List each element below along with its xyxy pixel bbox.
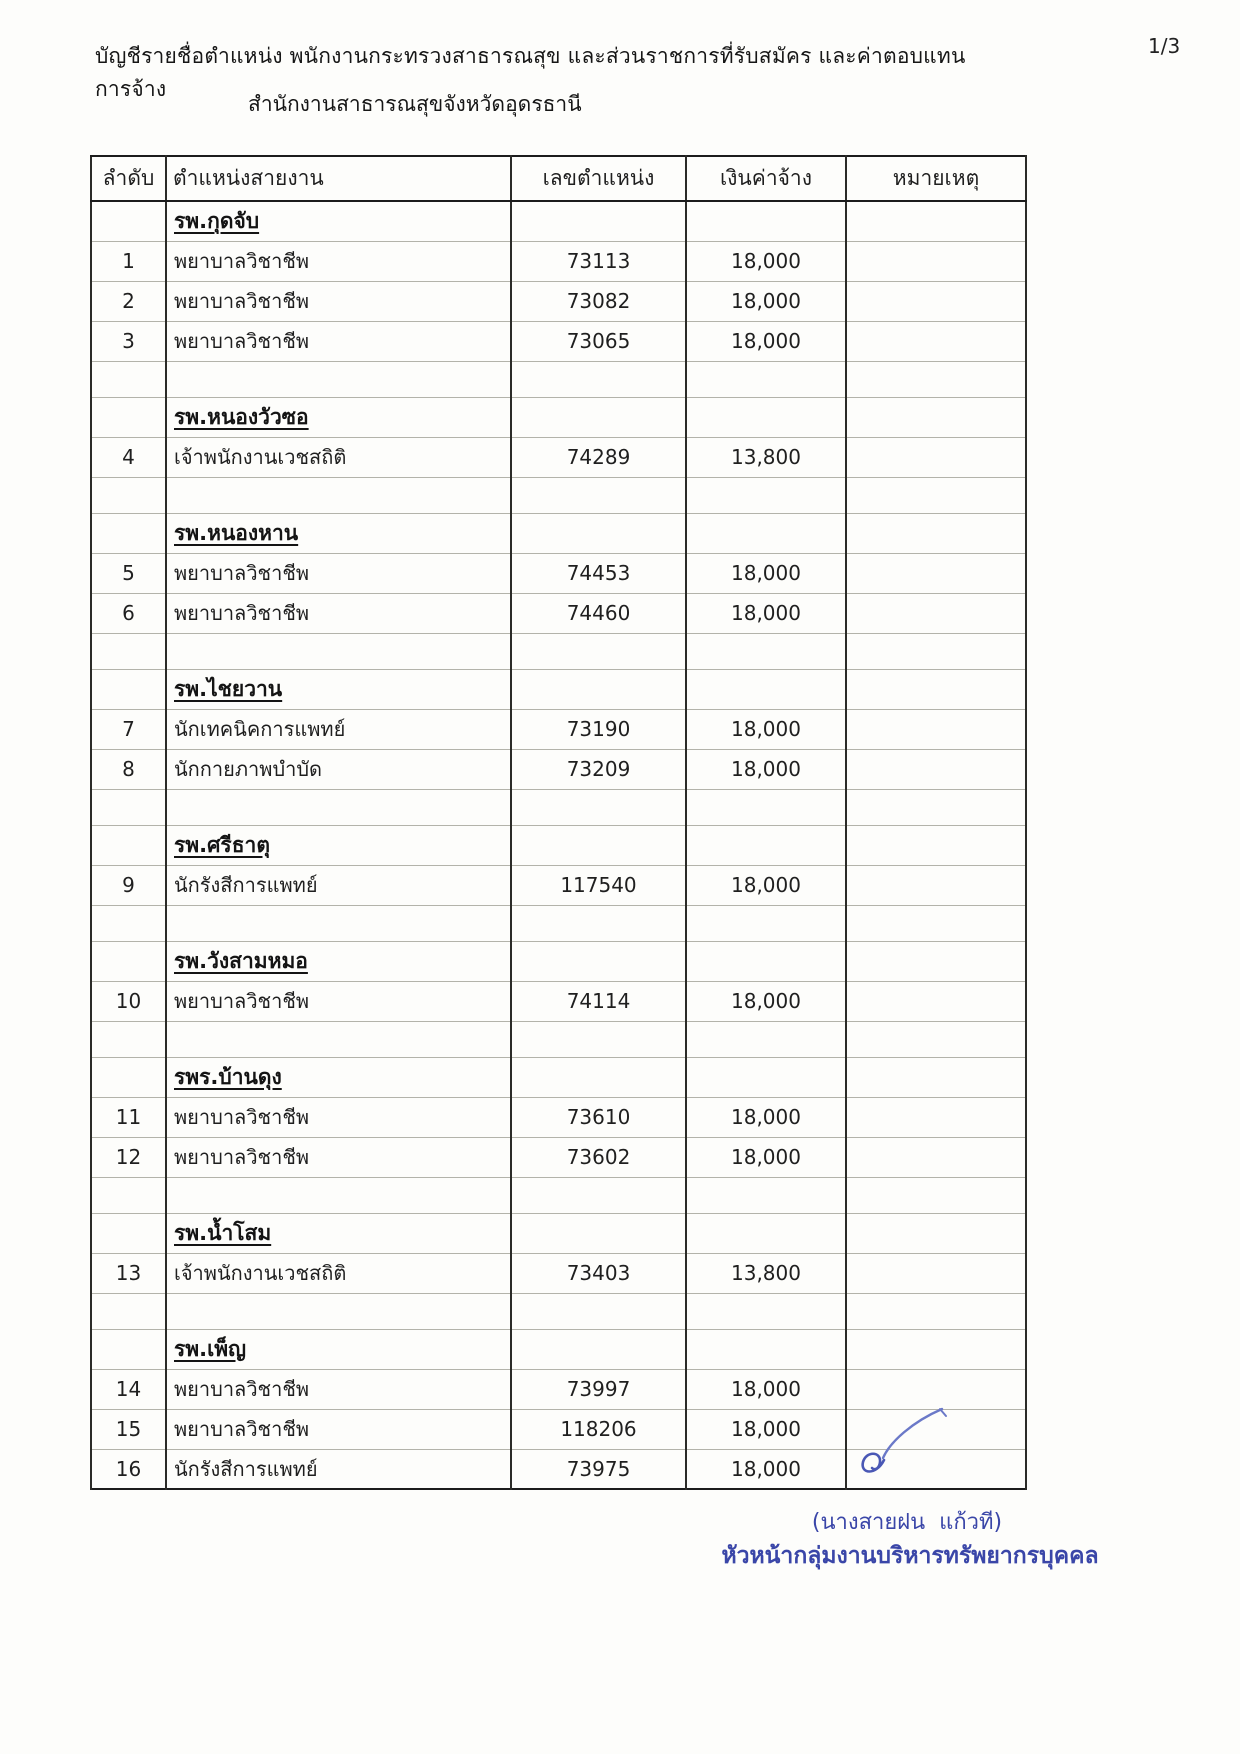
empty-cell xyxy=(166,1177,511,1213)
position-code-cell: 73403 xyxy=(511,1253,686,1293)
empty-cell xyxy=(511,1177,686,1213)
empty-cell xyxy=(91,941,166,981)
position-cell: พยาบาลวิชาชีพ xyxy=(166,553,511,593)
hospital-section-row xyxy=(91,1213,1026,1253)
position-row xyxy=(91,281,1026,321)
empty-cell xyxy=(686,361,846,397)
empty-cell xyxy=(91,477,166,513)
empty-cell xyxy=(686,905,846,941)
spacer-row xyxy=(91,1021,1026,1057)
empty-cell xyxy=(846,789,1026,825)
salary-cell: 18,000 xyxy=(686,241,846,281)
order-cell: 10 xyxy=(91,981,166,1021)
empty-cell xyxy=(166,633,511,669)
signature-ink-icon xyxy=(850,1402,960,1486)
order-cell: 8 xyxy=(91,749,166,789)
spacer-row xyxy=(91,1177,1026,1213)
empty-cell xyxy=(91,201,166,241)
spacer-row xyxy=(91,361,1026,397)
col-header-salary: เงินค่าจ้าง xyxy=(686,156,846,201)
remarks-cell xyxy=(846,1253,1026,1293)
position-cell: เจ้าพนักงานเวชสถิติ xyxy=(166,437,511,477)
position-cell xyxy=(166,825,511,865)
hospital-group-label: รพ.วังสามหมอ xyxy=(174,948,308,973)
empty-cell xyxy=(846,1329,1026,1369)
table-header xyxy=(91,156,1026,201)
hospital-section-row xyxy=(91,825,1026,865)
empty-cell xyxy=(511,1293,686,1329)
hospital-section-row xyxy=(91,201,1026,241)
col-header-position: ตำแหน่งสายงาน xyxy=(166,156,511,201)
salary-cell: 18,000 xyxy=(686,1137,846,1177)
salary-cell: 18,000 xyxy=(686,593,846,633)
salary-cell: 13,800 xyxy=(686,437,846,477)
empty-cell xyxy=(91,361,166,397)
position-cell: เจ้าพนักงานเวชสถิติ xyxy=(166,1253,511,1293)
empty-cell xyxy=(846,1213,1026,1253)
empty-cell xyxy=(91,905,166,941)
empty-cell xyxy=(846,1057,1026,1097)
hospital-group-label: รพ.น้ำโสม xyxy=(174,1220,272,1245)
empty-cell xyxy=(91,397,166,437)
hospital-section-row xyxy=(91,397,1026,437)
order-cell: 1 xyxy=(91,241,166,281)
order-cell: 7 xyxy=(91,709,166,749)
empty-cell xyxy=(686,941,846,981)
header-row xyxy=(91,156,1026,201)
salary-cell: 18,000 xyxy=(686,865,846,905)
empty-cell xyxy=(91,513,166,553)
position-code-cell: 73997 xyxy=(511,1369,686,1409)
salary-cell: 18,000 xyxy=(686,1449,846,1489)
position-row xyxy=(91,437,1026,477)
empty-cell xyxy=(91,825,166,865)
remarks-cell xyxy=(846,593,1026,633)
empty-cell xyxy=(166,789,511,825)
remarks-cell xyxy=(846,241,1026,281)
position-cell: พยาบาลวิชาชีพ xyxy=(166,1409,511,1449)
col-header-remarks: หมายเหตุ xyxy=(846,156,1026,201)
position-cell: นักเทคนิคการแพทย์ xyxy=(166,709,511,749)
position-cell: นักกายภาพบำบัด xyxy=(166,749,511,789)
empty-cell xyxy=(686,669,846,709)
order-cell: 3 xyxy=(91,321,166,361)
remarks-cell xyxy=(846,865,1026,905)
empty-cell xyxy=(846,1021,1026,1057)
empty-cell xyxy=(846,905,1026,941)
empty-cell xyxy=(91,1177,166,1213)
position-row xyxy=(91,321,1026,361)
position-code-cell: 74453 xyxy=(511,553,686,593)
hospital-group-label: รพ.เพ็ญ xyxy=(174,1336,247,1361)
position-roster-table xyxy=(90,155,1027,1490)
position-cell xyxy=(166,669,511,709)
position-code-cell: 73975 xyxy=(511,1449,686,1489)
position-cell xyxy=(166,513,511,553)
spacer-row xyxy=(91,905,1026,941)
empty-cell xyxy=(91,1057,166,1097)
position-row xyxy=(91,1253,1026,1293)
signer-title: หัวหน้ากลุ่มงานบริหารทรัพยากรบุคคล xyxy=(721,1543,1099,1569)
order-cell: 5 xyxy=(91,553,166,593)
position-cell: นักรังสีการแพทย์ xyxy=(166,865,511,905)
empty-cell xyxy=(166,1293,511,1329)
hospital-group-label: รพร.บ้านดุง xyxy=(174,1064,282,1089)
remarks-cell xyxy=(846,553,1026,593)
position-row xyxy=(91,553,1026,593)
position-cell: พยาบาลวิชาชีพ xyxy=(166,1097,511,1137)
empty-cell xyxy=(166,477,511,513)
hospital-section-row xyxy=(91,1057,1026,1097)
position-code-cell: 73082 xyxy=(511,281,686,321)
position-cell xyxy=(166,397,511,437)
position-row xyxy=(91,981,1026,1021)
empty-cell xyxy=(846,361,1026,397)
salary-cell: 18,000 xyxy=(686,1369,846,1409)
order-cell: 15 xyxy=(91,1409,166,1449)
col-header-order: ลำดับ xyxy=(91,156,166,201)
remarks-cell xyxy=(846,281,1026,321)
order-cell: 16 xyxy=(91,1449,166,1489)
empty-cell xyxy=(686,1057,846,1097)
empty-cell xyxy=(846,513,1026,553)
salary-cell: 18,000 xyxy=(686,281,846,321)
position-cell: พยาบาลวิชาชีพ xyxy=(166,1369,511,1409)
spacer-row xyxy=(91,633,1026,669)
order-cell: 6 xyxy=(91,593,166,633)
remarks-cell xyxy=(846,749,1026,789)
table-body xyxy=(91,201,1026,1489)
empty-cell xyxy=(686,1177,846,1213)
empty-cell xyxy=(511,669,686,709)
empty-cell xyxy=(166,361,511,397)
hospital-group-label: รพ.ไชยวาน xyxy=(174,676,283,701)
empty-cell xyxy=(846,201,1026,241)
position-row xyxy=(91,749,1026,789)
salary-cell: 13,800 xyxy=(686,1253,846,1293)
salary-cell: 18,000 xyxy=(686,749,846,789)
empty-cell xyxy=(91,1021,166,1057)
empty-cell xyxy=(846,1293,1026,1329)
empty-cell xyxy=(91,789,166,825)
position-code-cell: 74460 xyxy=(511,593,686,633)
empty-cell xyxy=(511,397,686,437)
empty-cell xyxy=(846,941,1026,981)
empty-cell xyxy=(91,669,166,709)
position-code-cell: 117540 xyxy=(511,865,686,905)
col-header-position-code: เลขตำแหน่ง xyxy=(511,156,686,201)
salary-cell: 18,000 xyxy=(686,709,846,749)
order-cell: 12 xyxy=(91,1137,166,1177)
hospital-section-row xyxy=(91,941,1026,981)
position-cell: พยาบาลวิชาชีพ xyxy=(166,321,511,361)
position-cell xyxy=(166,1057,511,1097)
empty-cell xyxy=(686,397,846,437)
salary-cell: 18,000 xyxy=(686,1097,846,1137)
order-cell: 11 xyxy=(91,1097,166,1137)
remarks-cell xyxy=(846,1097,1026,1137)
empty-cell xyxy=(686,1293,846,1329)
remarks-cell xyxy=(846,981,1026,1021)
empty-cell xyxy=(166,905,511,941)
hospital-group-label: รพ.หนองวัวซอ xyxy=(174,404,309,429)
empty-cell xyxy=(686,1329,846,1369)
empty-cell xyxy=(511,477,686,513)
empty-cell xyxy=(511,1213,686,1253)
remarks-cell xyxy=(846,709,1026,749)
position-code-cell: 73113 xyxy=(511,241,686,281)
order-cell: 13 xyxy=(91,1253,166,1293)
page-number: 1/3 xyxy=(1148,34,1181,58)
empty-cell xyxy=(511,825,686,865)
position-cell: พยาบาลวิชาชีพ xyxy=(166,981,511,1021)
empty-cell xyxy=(686,1021,846,1057)
hospital-section-row xyxy=(91,513,1026,553)
empty-cell xyxy=(511,941,686,981)
salary-cell: 18,000 xyxy=(686,981,846,1021)
position-row xyxy=(91,593,1026,633)
position-row xyxy=(91,1097,1026,1137)
empty-cell xyxy=(91,1329,166,1369)
empty-cell xyxy=(686,201,846,241)
document-subtitle: สำนักงานสาธารณสุขจังหวัดอุดรธานี xyxy=(248,92,582,116)
empty-cell xyxy=(846,397,1026,437)
spacer-row xyxy=(91,1293,1026,1329)
position-code-cell: 73190 xyxy=(511,709,686,749)
remarks-cell xyxy=(846,437,1026,477)
order-cell: 4 xyxy=(91,437,166,477)
spacer-row xyxy=(91,789,1026,825)
empty-cell xyxy=(511,1057,686,1097)
empty-cell xyxy=(686,477,846,513)
hospital-group-label: รพ.หนองหาน xyxy=(174,520,299,545)
order-cell: 2 xyxy=(91,281,166,321)
empty-cell xyxy=(91,1213,166,1253)
signer-name: (นางสายฝน แก้วที) xyxy=(811,1510,1003,1535)
empty-cell xyxy=(511,633,686,669)
empty-cell xyxy=(511,1021,686,1057)
empty-cell xyxy=(511,361,686,397)
hospital-group-label: รพ.กุดจับ xyxy=(174,208,260,233)
hospital-section-row xyxy=(91,669,1026,709)
empty-cell xyxy=(511,905,686,941)
position-cell: นักรังสีการแพทย์ xyxy=(166,1449,511,1489)
empty-cell xyxy=(846,633,1026,669)
order-cell: 9 xyxy=(91,865,166,905)
empty-cell xyxy=(91,1293,166,1329)
order-cell: 14 xyxy=(91,1369,166,1409)
empty-cell xyxy=(511,513,686,553)
empty-cell xyxy=(511,1329,686,1369)
empty-cell xyxy=(686,1213,846,1253)
position-row xyxy=(91,865,1026,905)
empty-cell xyxy=(91,633,166,669)
empty-cell xyxy=(846,669,1026,709)
empty-cell xyxy=(511,789,686,825)
spacer-row xyxy=(91,477,1026,513)
position-code-cell: 73065 xyxy=(511,321,686,361)
salary-cell: 18,000 xyxy=(686,553,846,593)
position-cell xyxy=(166,941,511,981)
empty-cell xyxy=(686,789,846,825)
position-cell xyxy=(166,1213,511,1253)
salary-cell: 18,000 xyxy=(686,321,846,361)
document-title: บัญชีรายชื่อตำแหน่ง พนักงานกระทรวงสาธารณสุข และส่วนราชการที่รับสมัคร และค่าตอบแทนการจ้าง xyxy=(95,44,966,101)
empty-cell xyxy=(846,477,1026,513)
position-row xyxy=(91,1137,1026,1177)
salary-cell: 18,000 xyxy=(686,1409,846,1449)
position-row xyxy=(91,709,1026,749)
empty-cell xyxy=(846,825,1026,865)
empty-cell xyxy=(166,1021,511,1057)
remarks-cell xyxy=(846,1137,1026,1177)
position-cell: พยาบาลวิชาชีพ xyxy=(166,593,511,633)
hospital-group-label: รพ.ศรีธาตุ xyxy=(174,832,270,857)
empty-cell xyxy=(686,513,846,553)
position-code-cell: 73209 xyxy=(511,749,686,789)
empty-cell xyxy=(846,1177,1026,1213)
empty-cell xyxy=(686,633,846,669)
position-cell xyxy=(166,201,511,241)
hospital-section-row xyxy=(91,1329,1026,1369)
position-code-cell: 74289 xyxy=(511,437,686,477)
position-code-cell: 74114 xyxy=(511,981,686,1021)
position-cell: พยาบาลวิชาชีพ xyxy=(166,281,511,321)
position-cell xyxy=(166,1329,511,1369)
remarks-cell xyxy=(846,321,1026,361)
position-code-cell: 118206 xyxy=(511,1409,686,1449)
empty-cell xyxy=(686,825,846,865)
position-code-cell: 73610 xyxy=(511,1097,686,1137)
empty-cell xyxy=(511,201,686,241)
position-code-cell: 73602 xyxy=(511,1137,686,1177)
position-row xyxy=(91,241,1026,281)
position-cell: พยาบาลวิชาชีพ xyxy=(166,241,511,281)
position-cell: พยาบาลวิชาชีพ xyxy=(166,1137,511,1177)
